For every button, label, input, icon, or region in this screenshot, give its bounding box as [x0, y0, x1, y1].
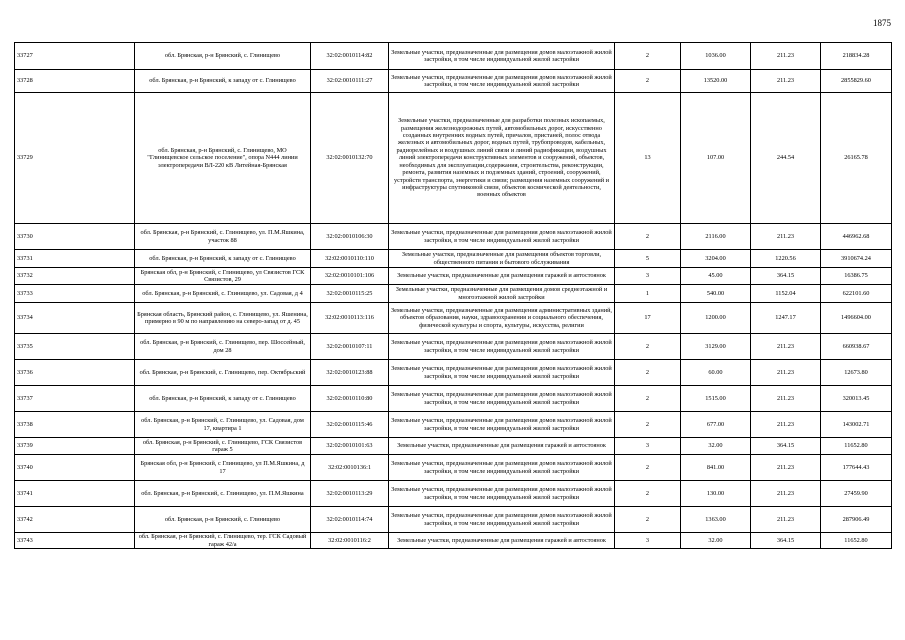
table-row [15, 507, 892, 533]
address-cell: обл. Брянская, р-н Брянский, к западу от с. Глинищево [135, 70, 311, 93]
specific-value-cell: 211.23 [751, 481, 821, 507]
cadastral-number-cell: 32:02:0010110:110 [311, 250, 389, 268]
table-row [15, 303, 892, 334]
row-id-cell: 33735 [15, 334, 135, 360]
permitted-use-cell: Земельные участки, предназначенные для размещения домов малоэтажной жилой застройки, в том числе индивидуальной жилой застройки [389, 507, 615, 533]
specific-value-cell: 364.15 [751, 438, 821, 455]
cadastral-value-cell: 1496604.00 [821, 303, 892, 334]
cadastral-value-cell: 143002.71 [821, 412, 892, 438]
permitted-use-cell: Земельные участки, предназначенные для размещения домов малоэтажной жилой застройки, в том числе индивидуальной жилой застройки [389, 360, 615, 386]
permitted-use-cell: Земельные участки, предназначенные для размещения домов среднеэтажной и многоэтажной жилой застройки [389, 285, 615, 303]
permitted-use-cell: Земельные участки, предназначенные для размещения гаражей и автостоянок [389, 438, 615, 455]
area-cell: 45.00 [681, 268, 751, 285]
use-group-cell: 2 [615, 412, 681, 438]
cadastral-number-cell: 32:02:0010110:80 [311, 386, 389, 412]
specific-value-cell: 211.23 [751, 386, 821, 412]
row-id-cell: 33732 [15, 268, 135, 285]
cadastral-value-cell: 26165.78 [821, 93, 892, 224]
permitted-use-cell: Земельные участки, предназначенные для размещения домов малоэтажной жилой застройки, в том числе индивидуальной жилой застройки [389, 481, 615, 507]
cadastral-value-cell: 2855829.60 [821, 70, 892, 93]
cadastral-value-cell: 12673.80 [821, 360, 892, 386]
area-cell: 1200.00 [681, 303, 751, 334]
area-cell: 107.00 [681, 93, 751, 224]
table-row [15, 70, 892, 93]
use-group-cell: 2 [615, 481, 681, 507]
row-id-cell: 33743 [15, 533, 135, 549]
specific-value-cell: 1152.04 [751, 285, 821, 303]
specific-value-cell: 1247.17 [751, 303, 821, 334]
land-registry-table [14, 42, 892, 549]
cadastral-value-cell: 11652.80 [821, 438, 892, 455]
specific-value-cell: 211.23 [751, 455, 821, 481]
permitted-use-cell: Земельные участки, предназначенные для размещения домов малоэтажной жилой застройки, в том числе индивидуальной жилой застройки [389, 334, 615, 360]
specific-value-cell: 364.15 [751, 533, 821, 549]
specific-value-cell: 1220.56 [751, 250, 821, 268]
cadastral-value-cell: 218834.28 [821, 43, 892, 70]
table-row [15, 412, 892, 438]
table-row [15, 250, 892, 268]
specific-value-cell: 244.54 [751, 93, 821, 224]
row-id-cell: 33731 [15, 250, 135, 268]
address-cell: обл. Брянская, р-н Брянский, с. Глинищево, ул. П.М.Яшкина [135, 481, 311, 507]
cadastral-value-cell: 287906.49 [821, 507, 892, 533]
cadastral-number-cell: 32:02:0010107:11 [311, 334, 389, 360]
address-cell: обл. Брянская, р-н Брянский, с. Глинищево, ГСК Связистов гараж 5 [135, 438, 311, 455]
address-cell: обл. Брянская, р-н Брянский, с. Глинищево, ул. Садовая, дом 17, квартира 1 [135, 412, 311, 438]
cadastral-number-cell: 32:02:0010114:82 [311, 43, 389, 70]
permitted-use-cell: Земельные участки, предназначенные для размещения домов малоэтажной жилой застройки, в том числе индивидуальной жилой застройки [389, 70, 615, 93]
use-group-cell: 3 [615, 533, 681, 549]
specific-value-cell: 211.23 [751, 334, 821, 360]
table-row [15, 93, 892, 224]
use-group-cell: 13 [615, 93, 681, 224]
use-group-cell: 2 [615, 224, 681, 250]
permitted-use-cell: Земельные участки, предназначенные для размещения домов малоэтажной жилой застройки, в том числе индивидуальной жилой застройки [389, 412, 615, 438]
row-id-cell: 33741 [15, 481, 135, 507]
address-cell: Брянская область, Брянский район, с. Глинищево, ул. Яшенина, примерно в 90 м по направлению на северо-запад от д. 45 [135, 303, 311, 334]
permitted-use-cell: Земельные участки, предназначенные для размещения домов малоэтажной жилой застройки, в том числе индивидуальной жилой застройки [389, 224, 615, 250]
cadastral-value-cell: 177644.43 [821, 455, 892, 481]
area-cell: 3204.00 [681, 250, 751, 268]
table-row [15, 533, 892, 549]
area-cell: 841.00 [681, 455, 751, 481]
area-cell: 540.00 [681, 285, 751, 303]
use-group-cell: 5 [615, 250, 681, 268]
area-cell: 1363.00 [681, 507, 751, 533]
row-id-cell: 33730 [15, 224, 135, 250]
row-id-cell: 33733 [15, 285, 135, 303]
row-id-cell: 33729 [15, 93, 135, 224]
use-group-cell: 2 [615, 334, 681, 360]
address-cell: Брянская обл, р-н Брянский, с Глинищево, ул Связистов ГСК Связистов, 29 [135, 268, 311, 285]
cadastral-number-cell: 32:02:0010115:46 [311, 412, 389, 438]
table-row [15, 455, 892, 481]
table-row [15, 285, 892, 303]
cadastral-number-cell: 32:02:0010111:27 [311, 70, 389, 93]
permitted-use-cell: Земельные участки, предназначенные для размещения гаражей и автостоянок [389, 268, 615, 285]
specific-value-cell: 211.23 [751, 360, 821, 386]
permitted-use-cell: Земельные участки, предназначенные для размещения административных зданий, объектов образования, науки, здравоохранения и социального обеспечения, физической культуры и спорта, культуры, искусства, религии [389, 303, 615, 334]
cadastral-value-cell: 11652.80 [821, 533, 892, 549]
cadastral-value-cell: 660938.67 [821, 334, 892, 360]
use-group-cell: 17 [615, 303, 681, 334]
cadastral-value-cell: 3910674.24 [821, 250, 892, 268]
row-id-cell: 33734 [15, 303, 135, 334]
cadastral-number-cell: 32:02:0010123:88 [311, 360, 389, 386]
use-group-cell: 2 [615, 455, 681, 481]
address-cell: обл. Брянская, р-н Брянский, с. Глинищево [135, 507, 311, 533]
area-cell: 60.00 [681, 360, 751, 386]
cadastral-number-cell: 32:02:0010101:106 [311, 268, 389, 285]
table-row [15, 43, 892, 70]
permitted-use-cell: Земельные участки, предназначенные для размещения домов малоэтажной жилой застройки, в том числе индивидуальной жилой застройки [389, 455, 615, 481]
cadastral-number-cell: 32:02:0010106:30 [311, 224, 389, 250]
cadastral-number-cell: 32:02:0010101:63 [311, 438, 389, 455]
cadastral-number-cell: 32:02:0010132:70 [311, 93, 389, 224]
specific-value-cell: 211.23 [751, 224, 821, 250]
cadastral-number-cell: 32:02:0010113:29 [311, 481, 389, 507]
area-cell: 32.00 [681, 533, 751, 549]
row-id-cell: 33740 [15, 455, 135, 481]
cadastral-value-cell: 622101.60 [821, 285, 892, 303]
address-cell: обл. Брянская, р-н Брянский, с. Глинищево, МО "Глинищевское сельское поселение", опора N444 линии электропередачи ВЛ-220 кВ Литейная-Брянская [135, 93, 311, 224]
row-id-cell: 33727 [15, 43, 135, 70]
specific-value-cell: 211.23 [751, 70, 821, 93]
row-id-cell: 33742 [15, 507, 135, 533]
area-cell: 13520.00 [681, 70, 751, 93]
use-group-cell: 2 [615, 70, 681, 93]
cadastral-value-cell: 320013.45 [821, 386, 892, 412]
address-cell: обл. Брянская, р-н Брянский, с. Глинищево, ул. Садовая, д 4 [135, 285, 311, 303]
use-group-cell: 2 [615, 360, 681, 386]
table-row [15, 438, 892, 455]
cadastral-number-cell: 32:02:0010113:116 [311, 303, 389, 334]
table-row [15, 334, 892, 360]
cadastral-number-cell: 32:02:0010115:25 [311, 285, 389, 303]
row-id-cell: 33737 [15, 386, 135, 412]
area-cell: 130.00 [681, 481, 751, 507]
use-group-cell: 2 [615, 386, 681, 412]
cadastral-number-cell: 32:02:0010114:74 [311, 507, 389, 533]
permitted-use-cell: Земельные участки, предназначенные для разработки полезных ископаемых, размещения железнодорожных путей, автомобильных дорог, искусственно созданных внутренних водных путей, причалов, пристаней, полос отвода железных и автомобильных дорог, водных путей, трубопроводов, кабельных, радиорелейных и воздушных линий связи и линий радиофикации, воздушных линий электропередачи конструктивных элементов и сооружений, объектов, необходимых для эксплуатации,содержания, строительства, реконструкции, ремонта, развития наземных и подземных зданий, строений, сооружений, устройств транспорта, энергетики и связи; размещения наземных сооружений и инфраструктуры спутниковой связи, объектов космической деятельности, военных объектов [389, 93, 615, 224]
specific-value-cell: 211.23 [751, 507, 821, 533]
table-row [15, 360, 892, 386]
area-cell: 1515.00 [681, 386, 751, 412]
row-id-cell: 33739 [15, 438, 135, 455]
address-cell: обл. Брянская, р-н Брянский, к западу от с. Глинищево [135, 250, 311, 268]
use-group-cell: 1 [615, 285, 681, 303]
address-cell: обл. Брянская, р-н Брянский, с. Глинищево, пер. Шоссейный, дом 28 [135, 334, 311, 360]
permitted-use-cell: Земельные участки, предназначенные для размещения домов малоэтажной жилой застройки, в том числе индивидуальной жилой застройки [389, 43, 615, 70]
specific-value-cell: 211.23 [751, 43, 821, 70]
specific-value-cell: 211.23 [751, 412, 821, 438]
registry-body [15, 43, 892, 549]
address-cell: обл. Брянская, р-н Брянский, с. Глинищево, пер. Октябрьский [135, 360, 311, 386]
row-id-cell: 33738 [15, 412, 135, 438]
cadastral-number-cell: 32:02:0010116:2 [311, 533, 389, 549]
specific-value-cell: 364.15 [751, 268, 821, 285]
row-id-cell: 33736 [15, 360, 135, 386]
cadastral-value-cell: 446962.68 [821, 224, 892, 250]
address-cell: обл. Брянская, р-н Брянский, с. Глинищево, тер. ГСК Садовый гараж 42/а [135, 533, 311, 549]
cadastral-number-cell: 32:02:0010136:1 [311, 455, 389, 481]
use-group-cell: 3 [615, 438, 681, 455]
address-cell: Брянская обл, р-н Брянский, с Глинищево, ул П.М.Яшкина, д 17 [135, 455, 311, 481]
permitted-use-cell: Земельные участки, предназначенные для размещения объектов торговли, общественного питания и бытового обслуживания [389, 250, 615, 268]
table-row [15, 268, 892, 285]
area-cell: 3129.00 [681, 334, 751, 360]
table-row [15, 224, 892, 250]
area-cell: 677.00 [681, 412, 751, 438]
address-cell: обл. Брянская, р-н Брянский, к западу от с. Глинищево [135, 386, 311, 412]
use-group-cell: 2 [615, 43, 681, 70]
address-cell: обл. Брянская, р-н Брянский, с. Глинищево, ул. П.М.Яшкина, участок 88 [135, 224, 311, 250]
area-cell: 32.00 [681, 438, 751, 455]
cadastral-value-cell: 16386.75 [821, 268, 892, 285]
address-cell: обл. Брянская, р-н Брянский, с. Глинищево [135, 43, 311, 70]
cadastral-value-cell: 27459.90 [821, 481, 892, 507]
page-number: 1875 [873, 18, 891, 28]
use-group-cell: 3 [615, 268, 681, 285]
use-group-cell: 2 [615, 507, 681, 533]
table-row [15, 481, 892, 507]
area-cell: 1036.00 [681, 43, 751, 70]
permitted-use-cell: Земельные участки, предназначенные для размещения гаражей и автостоянок [389, 533, 615, 549]
row-id-cell: 33728 [15, 70, 135, 93]
permitted-use-cell: Земельные участки, предназначенные для размещения домов малоэтажной жилой застройки, в том числе индивидуальной жилой застройки [389, 386, 615, 412]
table-row [15, 386, 892, 412]
area-cell: 2116.00 [681, 224, 751, 250]
